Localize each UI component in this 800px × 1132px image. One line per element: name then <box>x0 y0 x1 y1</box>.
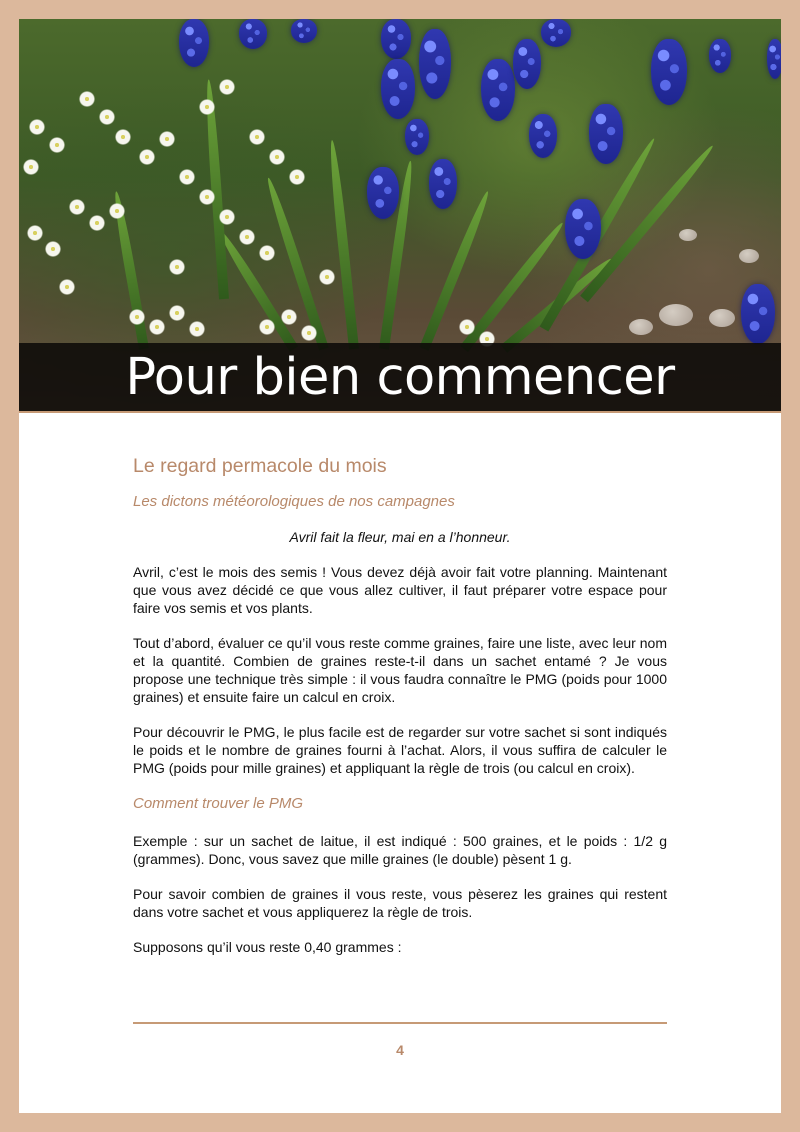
white-flower <box>45 241 61 257</box>
muscari-flower <box>529 114 557 158</box>
muscari-flower <box>651 39 687 105</box>
section-subheading: Comment trouver le PMG <box>133 795 304 812</box>
muscari-flower <box>405 119 429 155</box>
white-flower <box>289 169 305 185</box>
white-flower <box>115 129 131 145</box>
white-flower <box>149 319 165 335</box>
white-flower <box>199 99 215 115</box>
white-flower <box>179 169 195 185</box>
muscari-flower <box>367 167 399 219</box>
white-flower <box>109 203 125 219</box>
title-underline <box>19 411 781 413</box>
muscari-flower <box>565 199 601 259</box>
article-body <box>133 453 667 956</box>
muscari-flower <box>481 59 515 121</box>
white-flower <box>27 225 43 241</box>
white-flower <box>459 319 475 335</box>
header-photo <box>19 19 781 413</box>
leaf <box>460 220 566 352</box>
proverb-quote: Avril fait la fleur, mai en a l’honneur. <box>289 529 511 545</box>
white-flower <box>301 325 317 341</box>
white-flower <box>79 91 95 107</box>
white-flower <box>169 259 185 275</box>
muscari-flower <box>589 104 623 164</box>
muscari-flower <box>239 19 267 49</box>
section-heading: Le regard permacole du mois <box>133 455 387 477</box>
white-flower <box>69 199 85 215</box>
paragraph: Tout d’abord, évaluer ce qu’il vous reste comme graines, faire une liste, avec leur nom et la quantité. Combien de graines reste-t-il dans un sachet entamé ? Je vous propose une technique très simple : il vous faudra connaître le PMG (poids pour 1000 graines) et ensuite faire un calcul en croix. <box>133 635 667 705</box>
white-flower <box>259 319 275 335</box>
paragraph: Exemple : sur un sachet de laitue, il est indiqué : 500 graines, et le poids : 1/2 g (grammes). Donc, vous savez que mille graines (le double) pèsent 1 g. <box>133 833 667 867</box>
white-flower <box>59 279 75 295</box>
muscari-flower <box>709 39 731 73</box>
page <box>19 19 781 1113</box>
white-flower <box>269 149 285 165</box>
white-flower <box>319 269 335 285</box>
pebble <box>629 319 653 335</box>
muscari-flower <box>429 159 457 209</box>
white-flower <box>49 137 65 153</box>
white-flower <box>169 305 185 321</box>
paragraph: Pour découvrir le PMG, le plus facile est de regarder sur votre sachet si sont indiqués le poids et le nombre de graines fourni à l’achat. Alors, il vous suffira de calculer le PMG (poids pour mille graines) et appliquant la règle de trois (ou calcul en croix). <box>133 724 667 776</box>
muscari-flower <box>541 19 571 47</box>
white-flower <box>99 109 115 125</box>
pebble <box>709 309 735 327</box>
muscari-flower <box>767 39 781 79</box>
white-flower <box>139 149 155 165</box>
white-flower <box>259 245 275 261</box>
white-flower <box>249 129 265 145</box>
muscari-flower <box>179 19 209 67</box>
page-number: 4 <box>396 1042 404 1058</box>
white-flower <box>239 229 255 245</box>
title-band <box>19 343 781 411</box>
paragraph: Pour savoir combien de graines il vous reste, vous pèserez les graines qui restent dans votre sachet et vous appliquerez la règle de trois. <box>133 886 667 920</box>
white-flower <box>199 189 215 205</box>
leaf <box>327 140 359 350</box>
muscari-flower <box>741 284 775 344</box>
muscari-flower <box>419 29 451 99</box>
pebble <box>679 229 697 241</box>
white-flower <box>23 159 39 175</box>
muscari-flower <box>291 19 317 43</box>
section-subheading: Les dictons météorologiques de nos campagnes <box>133 493 455 510</box>
white-flower <box>159 131 175 147</box>
white-flower <box>219 209 235 225</box>
white-flower <box>29 119 45 135</box>
muscari-flower <box>513 39 541 89</box>
white-flower <box>189 321 205 337</box>
page-title: Pour bien commencer <box>125 348 675 407</box>
paragraph: Supposons qu’il vous reste 0,40 grammes : <box>133 939 402 955</box>
footer-divider <box>133 1022 667 1024</box>
muscari-flower <box>381 59 415 119</box>
paragraph: Avril, c’est le mois des semis ! Vous devez déjà avoir fait votre planning. Maintenant que vous avez décidé ce que vous allez cultiver, il faut préparer votre espace pour faire vos semis et vos plants. <box>133 564 667 616</box>
pebble <box>659 304 693 326</box>
white-flower <box>219 79 235 95</box>
white-flower <box>89 215 105 231</box>
white-flower <box>281 309 297 325</box>
pebble <box>739 249 759 263</box>
muscari-flower <box>381 19 411 59</box>
white-flower <box>129 309 145 325</box>
